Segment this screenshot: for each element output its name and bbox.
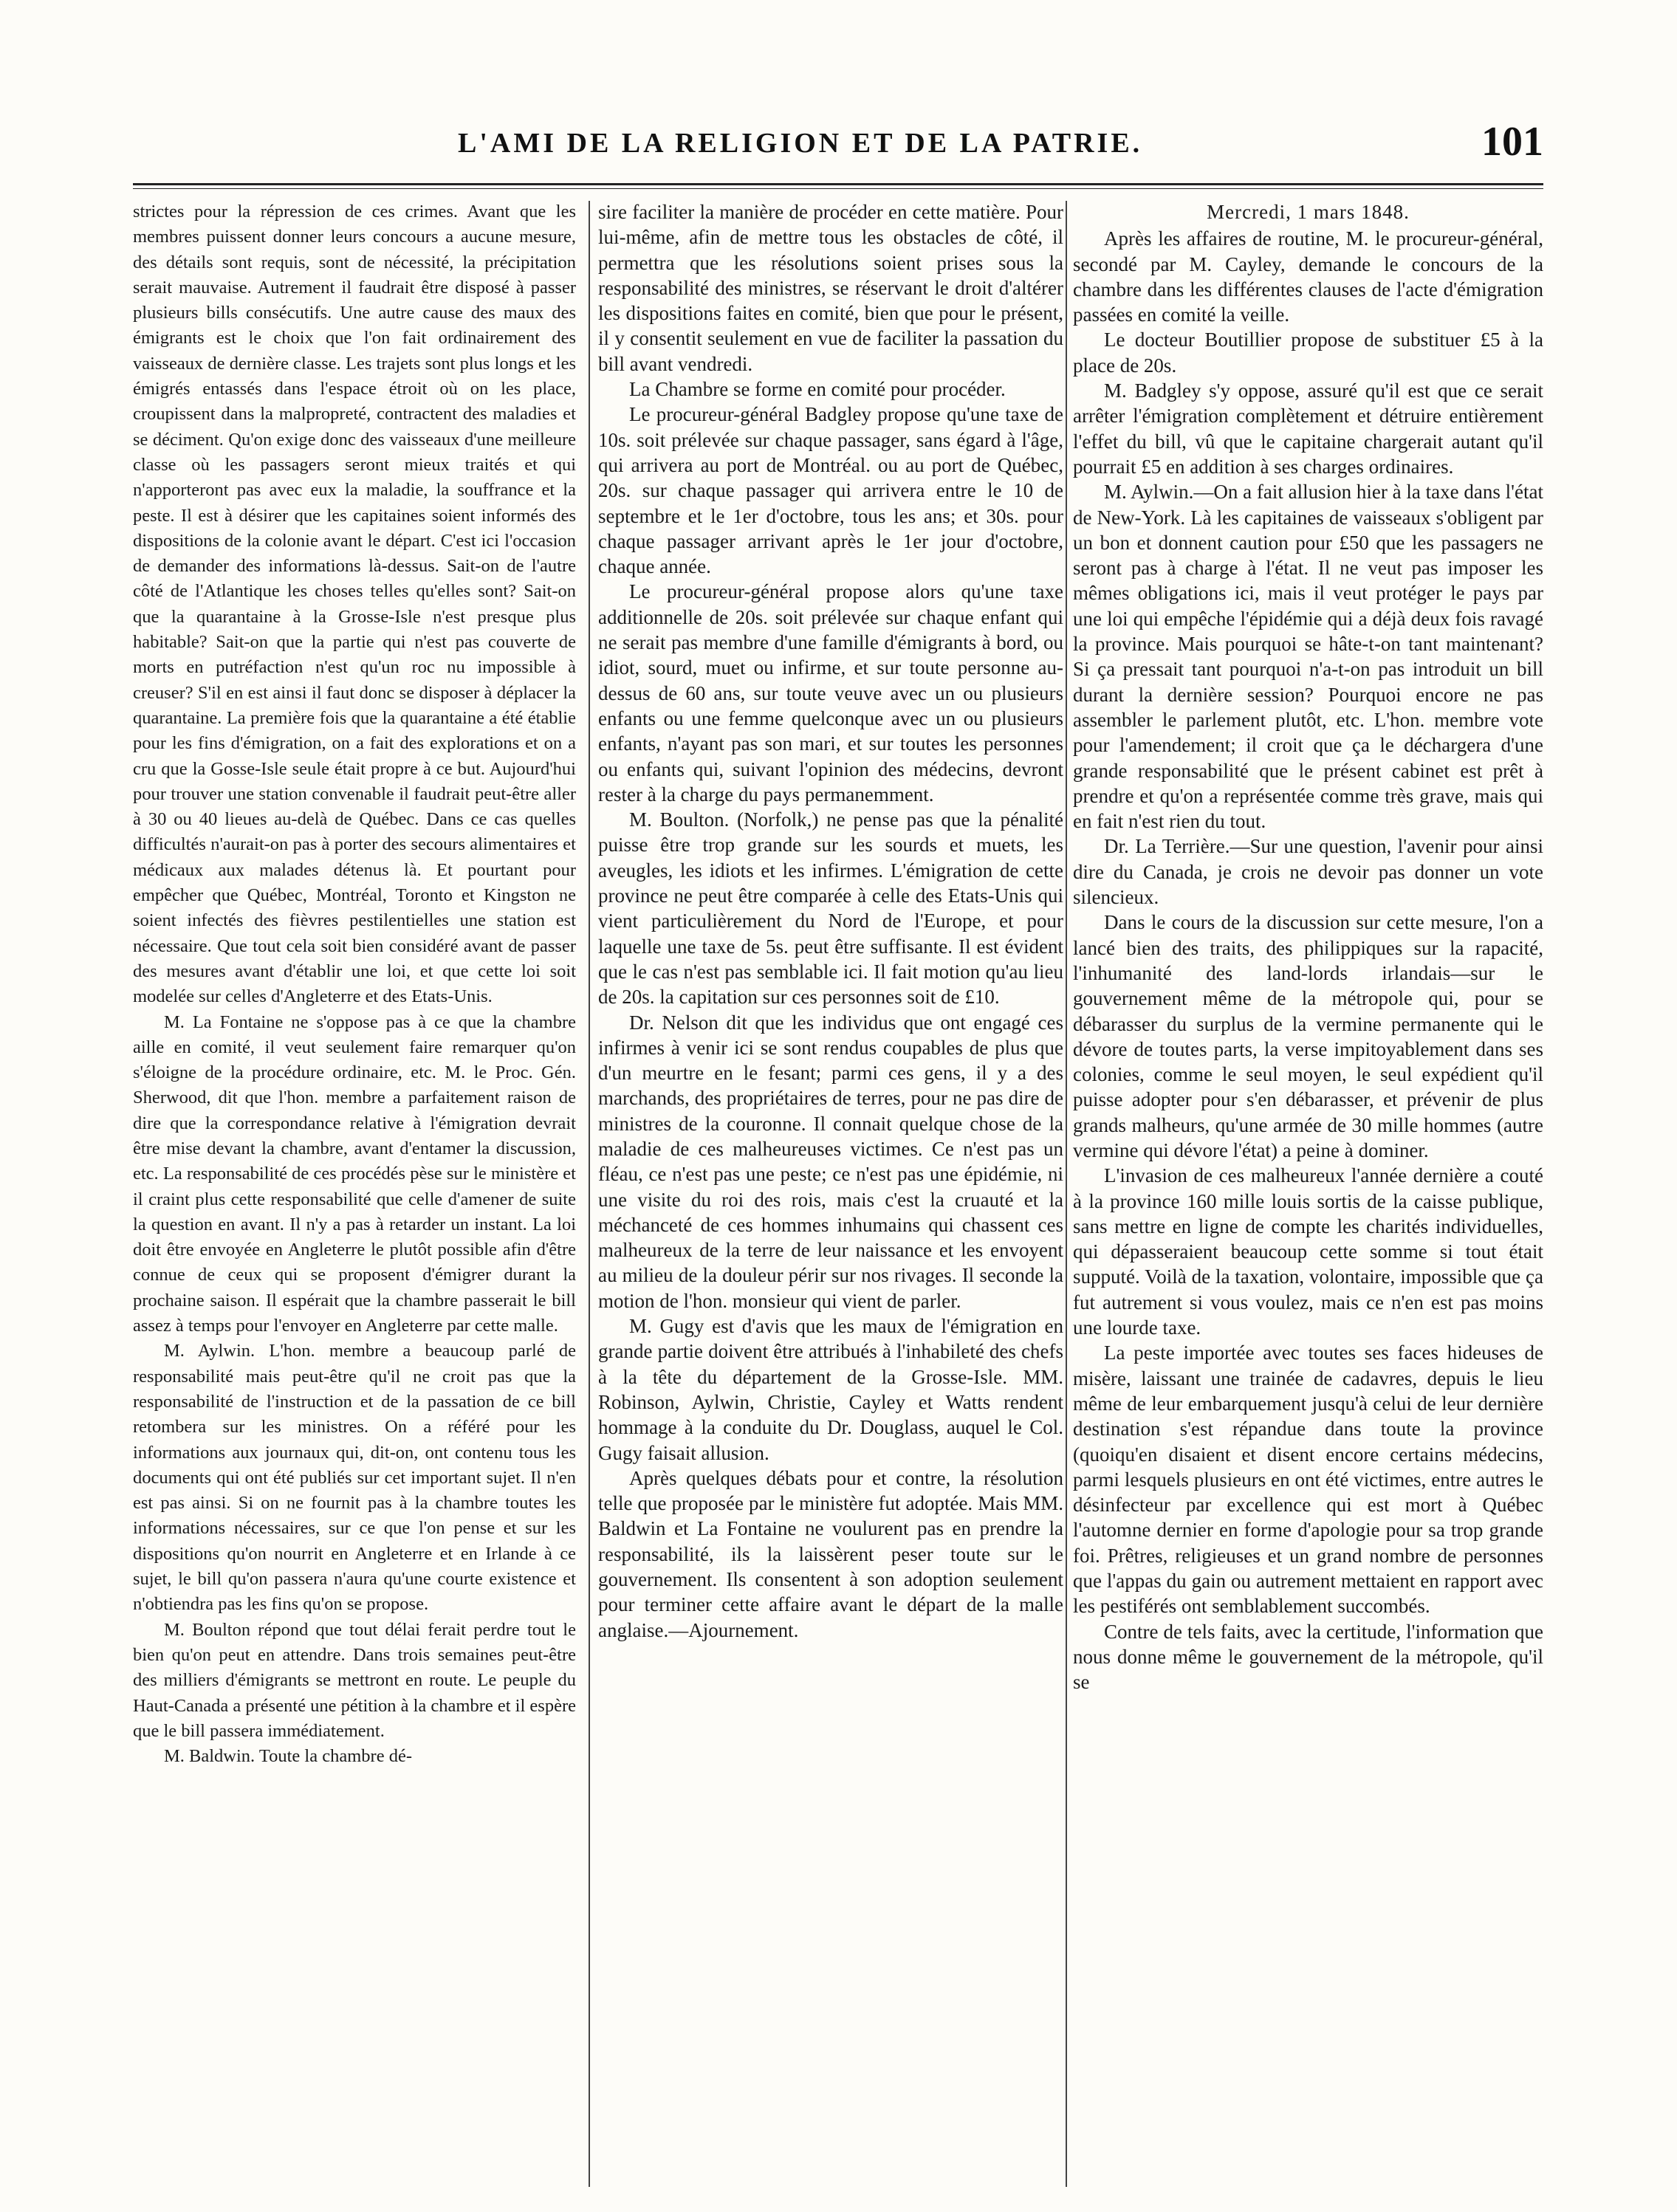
paragraph: M. Aylwin.—On a fait allusion hier à la taxe dans l'état de New-York. Là les capitaines de vaisseaux s'obligent par un bon et donnent caution pour £50 que les passagers ne seront pas à charge à l'état. Il ne veut pas imposer les mêmes obligations ici, mais il veut protéger le pays par une loi qui empêche l'épidémie qui a déjà deux fois ravagé la province. Mais pourquoi se hâte-t-on tant maintenant? Si ça pressait tant pourquoi n'a-t-on pas introduit un bill durant la dernière session? Pourquoi encore ne pas assembler le parlement plutôt, etc. L'hon. membre vote pour l'amendement; il croit que ça le déchargera d'une grande responsabilité que le présent cabinet est prêt à prendre et qu'on a représentée comme très grave, mais qui en fait n'est rien du tout.	[1073, 481, 1543, 833]
page-header	[133, 118, 1543, 170]
column-divider	[589, 201, 590, 2187]
paragraph: strictes pour la répression de ces crimes. Avant que les membres puissent donner leurs concours a aucune mesure, des détails sont requis, sont de nécessité, la précipitation serait mauvaise. Autrement il faudrait être disposé à passer plusieurs bills consécutifs. Une autre cause des maux des émigrants est le choix que l'on fait ordinairement des vaisseaux de dernière classe. Les trajets sont plus longs et les émigrés entassés dans l'espace étroit où on les place, croupissent dans la malpropreté, contractent des maladies et se déciment. Qu'on exige donc des vaisseaux d'une meilleure classe où les passagers seront mieux traités et qui n'apporteront pas avec eux la maladie, la souffrance et la peste. Il est à désirer que les capitaines soient informés des dispositions de la colonie avant le départ. C'est ici l'occasion de demander des informations là-dessus. Sait-on de l'autre côté de l'Atlantique les choses telles qu'elles sont? Sait-on que la quarantaine à la Grosse-Isle n'est presque plus habitable? Sait-on que la partie qui n'est pas couverte de morts en putréfaction n'est qu'un roc nu impossible à creuser? S'il en est ainsi il faut donc se disposer à déplacer la quarantaine. La première fois que la quarantaine a été établie pour les fins d'émigration, on a fait des explorations et on a cru que la Gosse-Isle seule était propre à ce but. Aujourd'hui pour trouver une station convenable il faudrait peut-être aller à 30 ou 40 lieues au-delà de Québec. Dans ce cas quelles difficultés n'aurait-on pas à porter des secours alimentaires et médicaux aux malades détenus là. Et pourtant pour empêcher que Québec, Montréal, Toronto et Kingston ne soient infectés des fièvres pestilentielles une station est nécessaire. Que tout cela soit bien considéré avant de passer des mesures avant d'établir une loi, et que cette loi soit modelée sur celles d'Angleterre et des Etats-Unis.	[133, 202, 576, 1007]
column-2	[598, 199, 1063, 2193]
paragraph: M. Baldwin. Toute la chambre dé-	[164, 1746, 412, 1767]
page-number: 101	[1481, 119, 1543, 165]
paragraph: M. La Fontaine ne s'oppose pas à ce que la chambre aille en comité, il veut seulement faire remarquer qu'on s'éloigne de la procédure ordinaire, etc. M. le Proc. Gén. Sherwood, dit que l'hon. membre a parfaitement raison de dire que la correspondance relative à l'émigration devrait être mise devant la chambre, avant d'entamer la discussion, etc. La responsabilité de ces procédés pèse sur le ministère et il craint plus cette responsabilité que celle d'amener de suite la question en avant. Il n'y a pas à retarder un instant. La loi doit être envoyée en Angleterre le plutôt possible afin d'être connue de ceux qui se proposent d'émigrer durant la prochaine saison. Il espérait que la chambre passerait le bill assez à temps pour l'envoyer en Angleterre par cette malle.	[133, 1011, 576, 1336]
column-divider	[1066, 201, 1067, 2187]
paragraph: Après les affaires de routine, M. le procureur-général, secondé par M. Cayley, demande le concours de la chambre dans les différentes clauses de l'acte d'émigration passées en comité la veille.	[1073, 227, 1543, 326]
paragraph: Le docteur Boutillier propose de substituer £5 à la place de 20s.	[1073, 329, 1543, 377]
paragraph: M. Boulton répond que tout délai ferait perdre tout le bien qu'on peut en attendre. Dans trois semaines peut-être des milliers d'émigrants se mettront en route. Le peuple du Haut-Canada a présenté une pétition à la chambre et il espère que le bill passera immédiatement.	[133, 1619, 576, 1741]
column-1	[133, 199, 576, 2193]
paragraph: Dr. Nelson dit que les individus que ont engagé ces infirmes à venir ici se sont rendus coupables de plus que d'un meurtre en le fesant; parmi ces gens, il y a des marchands, des propriétaires de terres, pour ne pas dire de ministres de la couronne. Il connait quelque chose de la maladie de ces malheureuses victimes. Ce n'est pas un fléau, ce n'est pas une peste; ce n'est pas une épidémie, ni une visite du roi des rois, mais c'est la cruauté et la méchanceté de ces hommes inhumains qui chassent ces malheureux de la terre de leur naissance et les envoyent au milieu de la douleur périr sur nos rivages. Il seconde la motion de l'hon. monsieur qui vient de parler.	[598, 1011, 1063, 1312]
paragraph: Dans le cours de la discussion sur cette mesure, l'on a lancé bien des traits, des philippiques sur la rapacité, l'inhumanité des land-lords irlandais—sur le gouvernement même de la métropole qui, pour se débarasser du surplus de la vermine permanente qui le dévore de toutes parts, la verse impitoyablement dans ses colonies, comme le seul moyen, le seul expédient qu'il puisse adopter pour s'en débarasser, et prévenir de plus grands malheurs, qu'une armée de 30 mille hommes (autre vermine qui dévore l'état) a peine à dominer.	[1073, 911, 1543, 1161]
paragraph: Le procureur-général Badgley propose qu'une taxe de 10s. soit prélevée sur chaque passager, sans égard à l'âge, qui arrivera au port de Montréal. ou au port de Québec, 20s. sur chaque passager qui arrivera entre le 10 de septembre et le 1er d'octobre, tous les ans; et 30s. pour chaque passager arrivant après le 1er jour d'octobre, chaque année.	[598, 403, 1063, 578]
paragraph: La peste importée avec toutes ses faces hideuses de misère, laissant une trainée de cadavres, depuis le lieu même de leur embarquement jusqu'à celui de leur dernière destination s'est répandue dans toute la province (quoiqu'en disaient et disent encore certains médecins, parmi lesquels plusieurs en ont été victimes, entre autres le désinfecteur par excellence qui est mort à Québec l'automne dernier en forme d'apologie pour sa trop grande foi. Prêtres, religieuses et un grand nombre de personnes que l'appas du gain ou autrement mettaient en rapport avec les pestiférés ont semblablement succombés.	[1073, 1342, 1543, 1618]
paragraph: M. Boulton. (Norfolk,) ne pense pas que la pénalité puisse être trop grande sur les sourds et muets, les aveugles, les idiots et les infirmes. L'émigration de cette province ne peut être comparée à celle des Etats-Unis qui vient particulièrement du Nord de l'Europe, et pour laquelle une taxe de 5s. peut être suffisante. Il est évident que le cas n'est pas semblable ici. Il fait motion qu'au lieu de 20s. la capitation sur ces personnes soit de £10.	[598, 808, 1063, 1009]
paragraph: Contre de tels faits, avec la certitude, l'information que nous donne même le gouvernement de la métropole, qu'il se	[1073, 1620, 1543, 1694]
paragraph: sire faciliter la manière de procéder en cette matière. Pour lui-même, afin de mettre tous les obstacles de côté, il permettra que les résolutions soient prises sous la responsabilité des ministres, se réservant le droit d'altérer les dispositions faites en comité, bien que pour le présent, il y consentit seulement en vue de faciliter la passation du bill avant vendredi.	[598, 201, 1063, 375]
paragraph: L'invasion de ces malheureux l'année dernière a couté à la province 160 mille louis sortis de la caisse publique, sans mettre en ligne de compte les charités individuelles, qui dépasseraient beaucoup cette somme si tout était supputé. Voilà de la taxation, volontaire, impossible que ça fut autrement si vous voulez, mais ce n'en est pas moins une lourde taxe.	[1073, 1164, 1543, 1339]
column-3	[1073, 199, 1543, 2193]
running-title: L'AMI DE LA RELIGION ET DE LA PATRIE.	[458, 128, 1143, 159]
paragraph: La Chambre se forme en comité pour procéder.	[629, 378, 1006, 401]
paragraph: Après quelques débats pour et contre, la résolution telle que proposée par le ministère fut adoptée. Mais MM. Baldwin et La Fontaine ne voulurent pas en prendre la responsabilité, ils la laissèrent peser toute sur le gouvernement. Ils consentent à son adoption seulement pour terminer cette affaire avant le départ de la malle anglaise.—Ajournement.	[598, 1466, 1063, 1641]
paragraph: M. Badgley s'y oppose, assuré qu'il est que ce serait arrêter l'émigration complètement et détruire entièrement l'effet du bill, vû que le capitaine chargerait autant qu'il pourrait £5 en addition à ses charges ordinaires.	[1073, 379, 1543, 478]
dateline: Mercredi, 1 mars 1848.	[1207, 201, 1410, 223]
paragraph: Le procureur-général propose alors qu'une taxe additionnelle de 20s. soit prélevée sur chaque enfant qui ne serait pas membre d'une famille d'émigrants à bord, ou idiot, sourd, muet ou infirme, et sur toute personne au-dessus de 60 ans, sur toute veuve avec un ou plusieurs enfants ou une femme quelconque avec un ou plusieurs enfants, n'ayant pas son mari, et sur toutes les personnes ou enfants qui, suivant l'opinion des médecins, devront rester à la charge du pays permanemment.	[598, 580, 1063, 806]
header-rule	[133, 183, 1543, 189]
paragraph: Dr. La Terrière.—Sur une question, l'avenir pour ainsi dire du Canada, je crois ne devoir pas donner un vote silencieux.	[1073, 835, 1543, 909]
paragraph: M. Gugy est d'avis que les maux de l'émigration en grande partie doivent être attribués à l'inhabileté des chefs à la tête du département de la Grosse-Isle. MM. Robinson, Aylwin, Christie, Cayley et Watts rendent hommage à la conduite du Dr. Douglass, auquel le Col. Gugy faisait allusion.	[598, 1315, 1063, 1464]
paragraph: M. Aylwin. L'hon. membre a beaucoup parlé de responsabilité mais peut-être qu'il ne croit pas que la responsabilité de l'instruction et de la passation de ce bill retombera sur les ministres. On a référé pour les informations aux journaux qui, dit-on, ont contenu tous les documents qui ont été publiés sur cet important sujet. Il n'en est pas ainsi. Si on ne fournit pas à la chambre toutes les informations nécessaires, sur ce que l'on pense et sur les dispositions qu'on nourrit en Angleterre et en Irlande à ce sujet, le bill qu'on passera n'aura qu'une courte existence et n'obtiendra pas les fins qu'on se propose.	[133, 1341, 576, 1615]
